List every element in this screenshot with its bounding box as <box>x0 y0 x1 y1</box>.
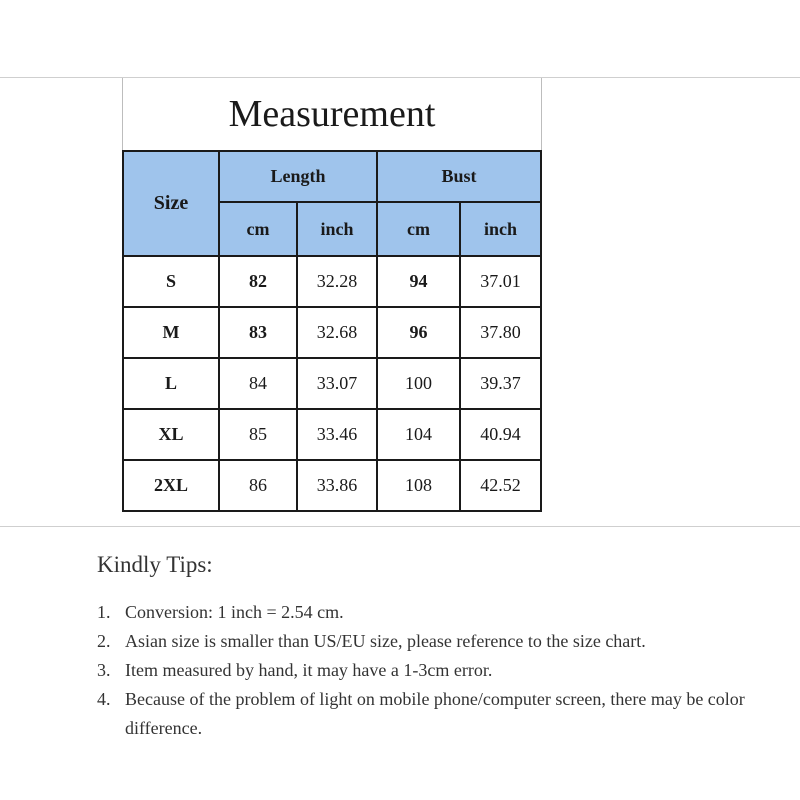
length-cm-cell: 85 <box>219 409 297 460</box>
length-inch-cell: 32.28 <box>297 256 377 307</box>
bust-inch-cell: 40.94 <box>460 409 541 460</box>
bust-cm-cell: 96 <box>377 307 460 358</box>
size-table <box>122 150 542 512</box>
length-inch-cell: 33.07 <box>297 358 377 409</box>
table-row <box>123 358 541 409</box>
header-bust-cm: cm <box>377 202 460 256</box>
bust-inch-cell: 42.52 <box>460 460 541 511</box>
bust-cm-cell: 108 <box>377 460 460 511</box>
size-cell: S <box>123 256 219 307</box>
bust-cm-cell: 94 <box>377 256 460 307</box>
header-length: Length <box>219 151 377 202</box>
tip-item <box>97 627 777 656</box>
tip-number: 2. <box>97 631 111 651</box>
length-inch-cell: 33.46 <box>297 409 377 460</box>
tip-text: Item measured by hand, it may have a 1-3cm error. <box>125 660 493 680</box>
tip-number: 4. <box>97 689 111 709</box>
tip-number: 3. <box>97 660 111 680</box>
length-cm-cell: 86 <box>219 460 297 511</box>
table-row <box>123 409 541 460</box>
bust-inch-cell: 39.37 <box>460 358 541 409</box>
length-cm-cell: 84 <box>219 358 297 409</box>
tip-item <box>97 685 777 743</box>
header-size: Size <box>123 151 219 256</box>
size-cell: 2XL <box>123 460 219 511</box>
size-chart <box>122 78 542 528</box>
tip-text: Conversion: 1 inch = 2.54 cm. <box>125 602 344 622</box>
length-inch-cell: 32.68 <box>297 307 377 358</box>
length-cm-cell: 83 <box>219 307 297 358</box>
table-row <box>123 256 541 307</box>
table-row <box>123 307 541 358</box>
tips-title: Kindly Tips: <box>97 552 213 577</box>
table-body <box>123 256 541 511</box>
header-bust: Bust <box>377 151 541 202</box>
tip-item <box>97 656 777 685</box>
table-row <box>123 460 541 511</box>
tip-number: 1. <box>97 602 111 622</box>
tip-item <box>97 598 777 627</box>
chart-title: Measurement <box>122 78 542 150</box>
tip-text: Asian size is smaller than US/EU size, please reference to the size chart. <box>125 631 646 651</box>
bust-inch-cell: 37.80 <box>460 307 541 358</box>
length-inch-cell: 33.86 <box>297 460 377 511</box>
size-cell: XL <box>123 409 219 460</box>
tip-text: Because of the problem of light on mobile phone/computer screen, there may be color difference. <box>125 689 745 738</box>
size-cell: L <box>123 358 219 409</box>
tips-section <box>97 552 777 743</box>
header-length-cm: cm <box>219 202 297 256</box>
bust-inch-cell: 37.01 <box>460 256 541 307</box>
header-length-inch: inch <box>297 202 377 256</box>
size-cell: M <box>123 307 219 358</box>
bust-cm-cell: 100 <box>377 358 460 409</box>
header-bust-inch: inch <box>460 202 541 256</box>
tips-list <box>97 598 777 743</box>
bust-cm-cell: 104 <box>377 409 460 460</box>
length-cm-cell: 82 <box>219 256 297 307</box>
table-header <box>123 151 541 256</box>
